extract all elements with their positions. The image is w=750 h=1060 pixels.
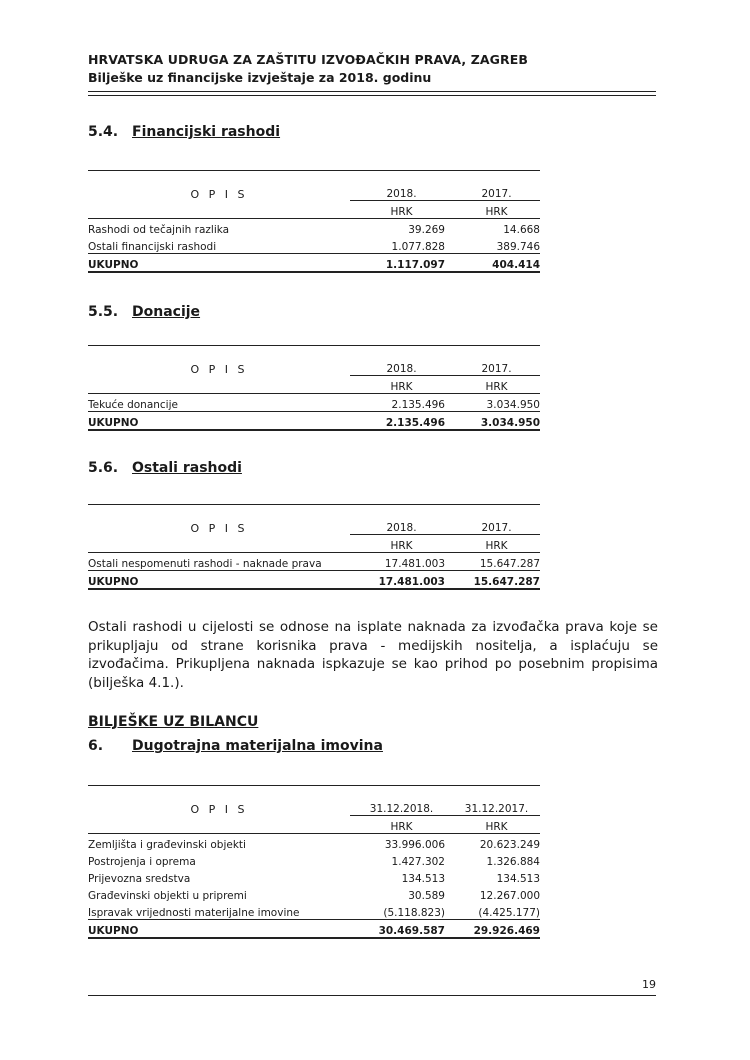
row-value-1: 1.427.302 — [391, 856, 445, 868]
total-row — [88, 254, 540, 273]
row-label: Građevinski objekti u pripremi — [88, 890, 247, 902]
row-label: Prijevozna sredstva — [88, 873, 191, 885]
total-label: UKUPNO — [88, 920, 350, 939]
row-label: Postrojenja i oprema — [88, 856, 196, 868]
column-unit-1: HRK — [350, 816, 453, 834]
column-header-year-2: 2017. — [453, 358, 540, 376]
section-5-4-heading — [88, 124, 280, 140]
row-label: Tekuće donancije — [88, 394, 350, 412]
section-number: 5.6. — [88, 460, 119, 476]
row-value-2: 389.746 — [453, 236, 540, 254]
column-unit-2: HRK — [453, 535, 540, 553]
table-row — [88, 394, 540, 412]
section-number: 5.5. — [88, 304, 119, 320]
document-header-subtitle: Bilješke uz financijske izvještaje za 2018. godinu — [88, 70, 432, 85]
column-unit-1: HRK — [350, 535, 453, 553]
section-title: Financijski rashodi — [132, 124, 281, 140]
row-label: Ostali financijski rashodi — [88, 236, 350, 254]
total-value-2: 404.414 — [453, 254, 540, 273]
column-header-opis: O P I S — [190, 802, 248, 816]
column-header-year-1: 2018. — [350, 517, 453, 535]
row-value-1: (5.118.823) — [350, 902, 453, 920]
row-value-1: 30.589 — [408, 890, 445, 902]
column-header-opis: O P I S — [190, 521, 248, 535]
row-label: Ispravak vrijednosti materijalne imovine — [88, 902, 350, 920]
column-unit-1: HRK — [350, 376, 453, 394]
section-title: Dugotrajna materijalna imovina — [132, 738, 383, 754]
column-unit-1: HRK — [350, 201, 453, 219]
total-value-1: 2.135.496 — [350, 412, 453, 431]
row-value-2: 134.513 — [496, 873, 540, 885]
document-header-title: HRVATSKA UDRUGA ZA ZAŠTITU IZVOĐAČKIH PRAVA, ZAGREB — [88, 52, 528, 67]
column-unit-2: HRK — [453, 201, 540, 219]
total-value-2: 29.926.469 — [453, 920, 540, 939]
column-header-year-2: 2017. — [453, 183, 540, 201]
table-row — [88, 902, 540, 920]
row-value-1: 17.481.003 — [350, 553, 453, 571]
table-donacije — [88, 345, 540, 431]
section-5-5-heading — [88, 304, 200, 320]
row-value-1: 39.269 — [408, 224, 445, 236]
total-value-2: 15.647.287 — [453, 571, 540, 590]
total-value-1: 30.469.587 — [350, 920, 453, 939]
table-row — [88, 236, 540, 254]
total-row — [88, 920, 540, 939]
column-unit-2: HRK — [453, 816, 540, 834]
column-header-opis: O P I S — [190, 362, 248, 376]
row-value-2: 14.668 — [503, 224, 540, 236]
row-value-2: 20.623.249 — [479, 839, 540, 851]
header-rule-top — [88, 91, 656, 92]
table-dugotrajna-imovina — [88, 785, 540, 939]
total-row — [88, 412, 540, 431]
total-label: UKUPNO — [88, 571, 350, 590]
section-number: 6. — [88, 738, 104, 754]
total-label: UKUPNO — [88, 254, 350, 273]
row-value-1: 33.996.006 — [384, 839, 445, 851]
table-financijski-rashodi — [88, 170, 540, 273]
row-label: Zemljišta i građevinski objekti — [88, 839, 246, 851]
row-value-2: 12.267.000 — [479, 890, 540, 902]
explanatory-paragraph: Ostali rashodi u cijelosti se odnose na isplate naknada za izvođačka prava koje se prikupljaju od strane korisnika prava - medijskih nositelja, a isplaćuju se izvođačima. Prikupljena naknada ispkazuje se kao prihod po posebnim propisima (bilješka 4.1.). — [88, 619, 658, 691]
total-row — [88, 571, 540, 590]
column-unit-2: HRK — [453, 376, 540, 394]
column-header-date-2: 31.12.2017. — [453, 798, 540, 816]
column-header-year-1: 2018. — [350, 358, 453, 376]
section-title: Donacije — [132, 304, 201, 320]
column-header-year-1: 2018. — [350, 183, 453, 201]
total-value-1: 17.481.003 — [350, 571, 453, 590]
row-label: Rashodi od tečajnih razlika — [88, 224, 230, 236]
row-value-1: 2.135.496 — [350, 394, 453, 412]
balance-notes-title: BILJEŠKE UZ BILANCU — [88, 714, 259, 730]
table-row — [88, 553, 540, 571]
page-number: 19 — [642, 978, 656, 991]
section-5-6-heading — [88, 460, 242, 476]
header-rule-bottom — [88, 95, 656, 96]
row-value-1: 1.077.828 — [350, 236, 453, 254]
section-6-heading — [88, 738, 383, 754]
row-value-2: 3.034.950 — [453, 394, 540, 412]
table-row — [88, 219, 540, 237]
section-title: Ostali rashodi — [132, 460, 242, 476]
total-label: UKUPNO — [88, 412, 350, 431]
row-value-1: 134.513 — [401, 873, 445, 885]
column-header-year-2: 2017. — [453, 517, 540, 535]
row-value-2: 15.647.287 — [453, 553, 540, 571]
row-label: Ostali nespomenuti rashodi - naknade prava — [88, 553, 350, 571]
column-header-date-1: 31.12.2018. — [350, 798, 453, 816]
section-number: 5.4. — [88, 124, 119, 140]
footer-rule — [88, 995, 656, 996]
balance-notes-heading — [88, 714, 258, 730]
column-header-opis: O P I S — [190, 187, 248, 201]
row-value-2: (4.425.177) — [453, 902, 540, 920]
table-row — [88, 851, 540, 868]
table-ostali-rashodi — [88, 504, 540, 590]
table-row — [88, 834, 540, 852]
row-value-2: 1.326.884 — [486, 856, 540, 868]
total-value-2: 3.034.950 — [453, 412, 540, 431]
table-row — [88, 885, 540, 902]
total-value-1: 1.117.097 — [350, 254, 453, 273]
table-row — [88, 868, 540, 885]
